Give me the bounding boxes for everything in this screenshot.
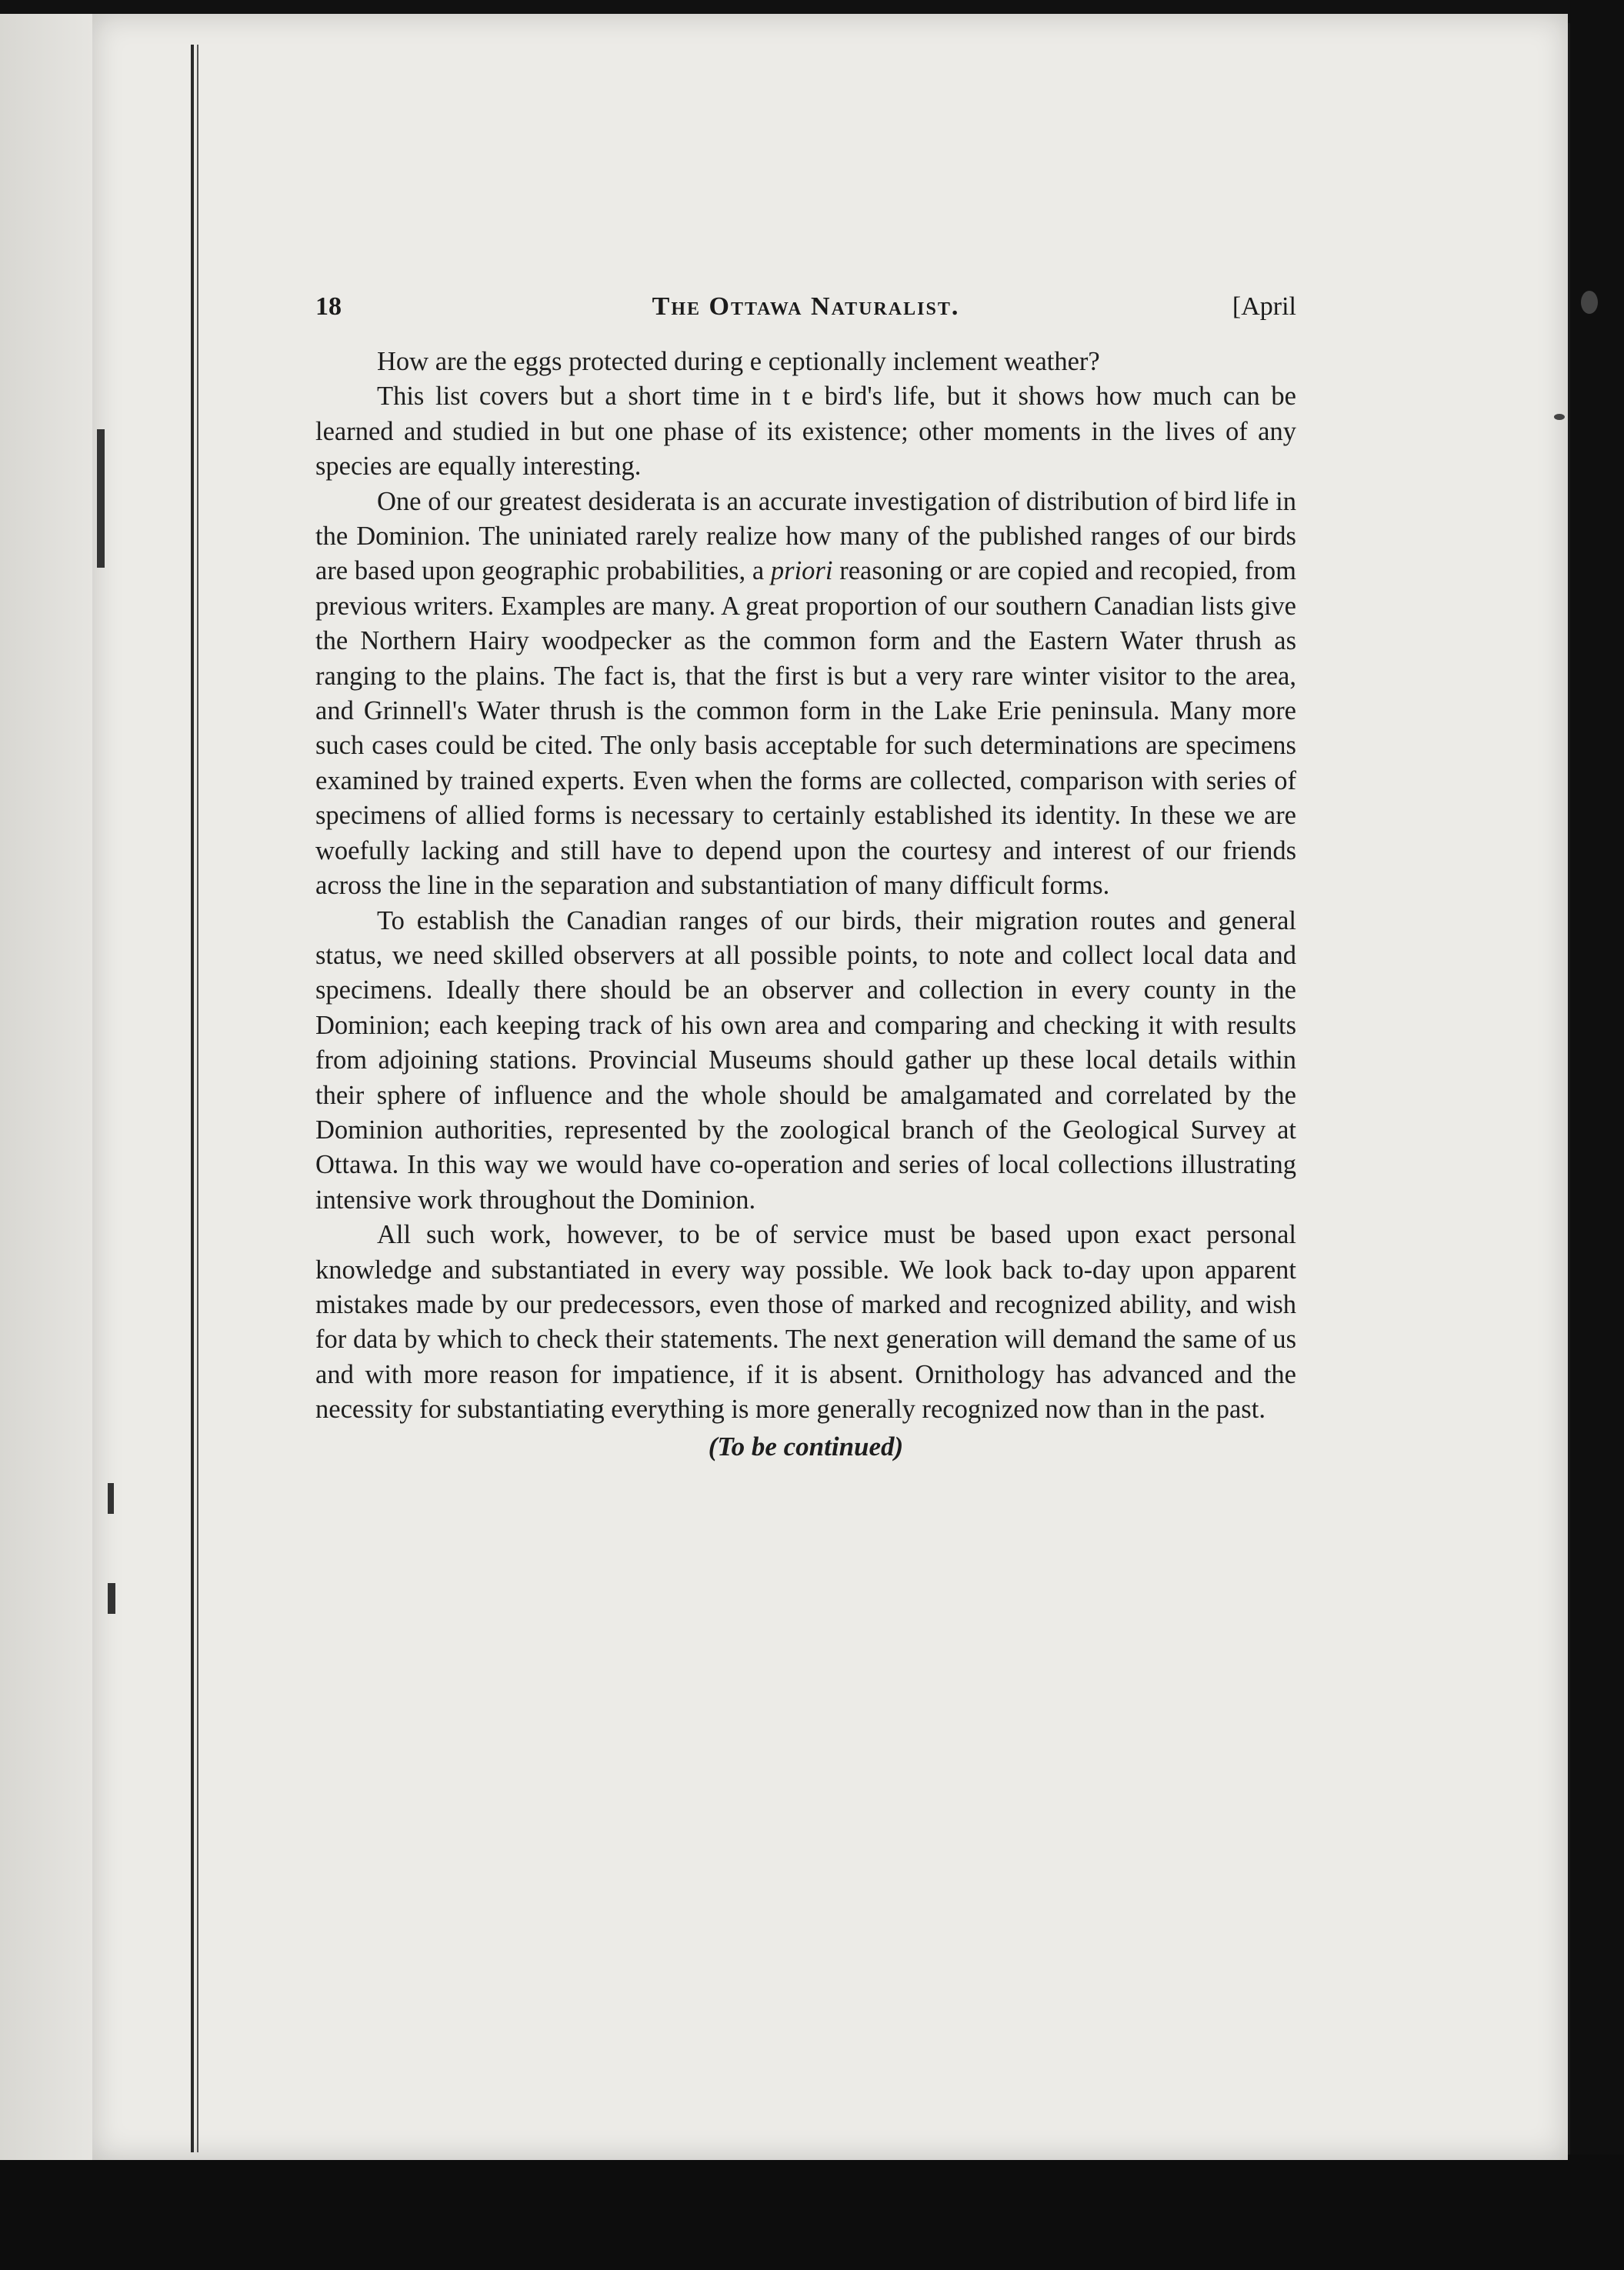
scanned-page: [92, 14, 1568, 2160]
binding-mark: [108, 1483, 114, 1514]
paragraph-3: [315, 485, 1296, 904]
page-speck: [1581, 291, 1598, 314]
binding-mark: [97, 429, 105, 568]
paragraph-3-part-a: One of our greatest desiderata is an accurate investigation of distribution of bird life in the Dominion. The uniniated rarely realize how many of the published ranges of our birds are based upon geographic probabilities, a: [315, 486, 1296, 586]
binding-edge-line: [191, 45, 194, 2152]
binding-mark: [108, 1583, 115, 1614]
scan-border-bottom: [0, 2155, 1624, 2270]
paragraph-4: To establish the Canadian ranges of our birds, their migration routes and general status, we need skilled observers at all possible points, to note and collect local data and specimens. Ideally there should be an observer and collection in every county in the Dominion; each keeping track of his own area and comparing and checking it with results from adjoining stations. Provincial Museums should gather up these local details within their sphere of influence and the whole should be amalgamated and correlated by the Dominion authorities, represented by the zoological branch of the Geological Survey at Ottawa. In this way we would have co-operation and series of local collections illustrating intensive work throughout the Dominion.: [315, 905, 1296, 1215]
article-body: [315, 345, 1296, 1464]
page-speck: [1554, 414, 1565, 420]
latin-phrase: priori: [770, 556, 833, 586]
binding-edge-line-inner: [197, 45, 198, 2152]
paragraph-3-part-b: reasoning or are copied and recopied, from previous writers. Examples are many. A great proportion of our southern Canadian lists give the Northern Hairy woodpecker as the common form and the Eastern Water thrush as ranging to the plains. The fact is, that the first is but a very rare winter visitor to the area, and Grinnell's Water thrush is the common form in the Lake Erie peninsula. Many more such cases could be cited. The only basis acceptable for such determinations are specimens examined by trained experts. Even when the forms are collected, comparison with series of specimens of allied forms is necessary to certainly established its identity. In these we are woefully lacking and still have to depend upon the courtesy and interest of our friends across the line in the separation and substantiation of many difficult forms.: [315, 556, 1296, 901]
paragraph-5: All such work, however, to be of service must be based upon exact personal knowledge and substantiated in every way possible. We look back to-day upon apparent mistakes made by our predecessors, even those of marked and recognized ability, and wish for data by which to check their statements. The next generation will demand the same of us and with more reason for impatience, if it is absent. Ornithology has advanced and the necessity for substantiating everything is more generally recognized now than in the past.: [315, 1220, 1296, 1425]
scan-border-right: [1570, 0, 1624, 2270]
running-header: [315, 292, 1296, 329]
page-number: 18: [315, 292, 342, 321]
paragraph-1: How are the eggs protected during e ceptionally inclement weather?: [377, 347, 1100, 376]
paragraph-2: This list covers but a short time in t e bird's life, but it shows how much can be learned and studied in but one phase of its existence; other moments in the lives of any species are equally interesting.: [315, 382, 1296, 482]
to-be-continued-note: (To be continued): [708, 1431, 904, 1462]
issue-month: [April: [1232, 292, 1296, 321]
journal-title: The Ottawa Naturalist.: [652, 292, 960, 321]
